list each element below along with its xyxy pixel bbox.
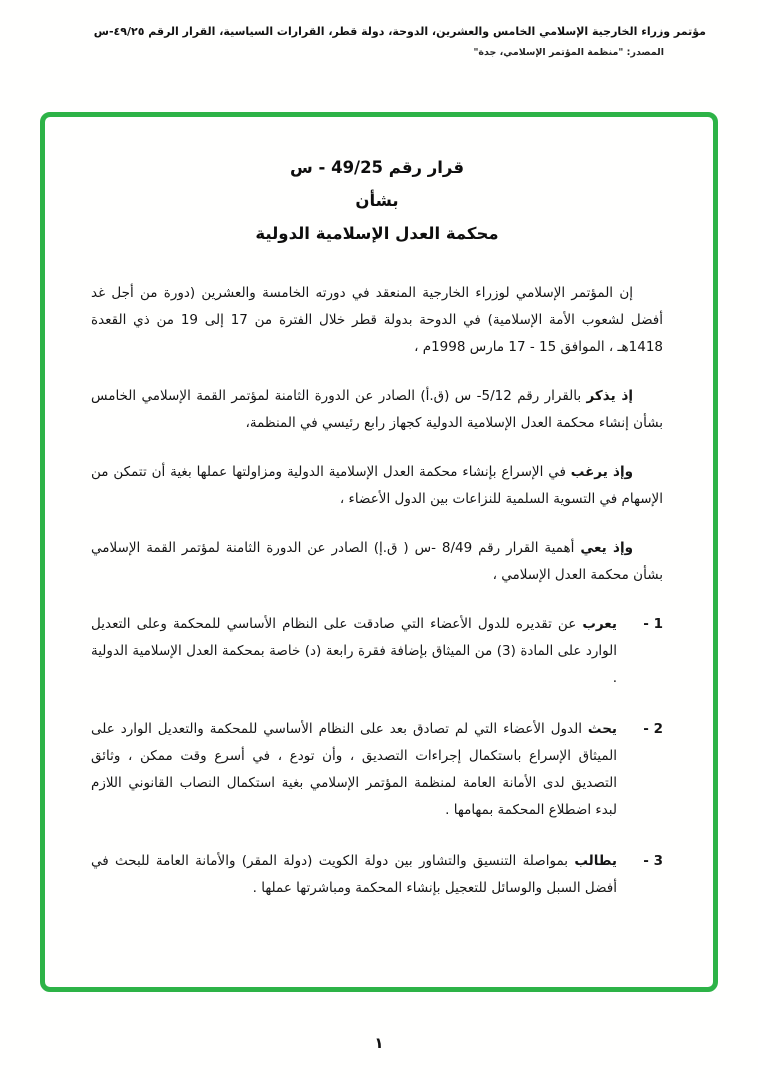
operative-item	[91, 611, 663, 692]
item-number: 2 -	[643, 721, 663, 737]
item-lead-word: يطالب	[574, 853, 617, 869]
preamble-paragraph	[91, 459, 663, 513]
resolution-title-block	[91, 151, 663, 250]
paragraph-body-text: في الإسراع بإنشاء محكمة العدل الإسلامية الدولية ومزاولتها عملها بغية أن تتمكن من الإسهام في التسوية السلمية للنزاعات بين الدول الأعضاء ،	[91, 464, 663, 507]
item-text	[91, 848, 617, 902]
item-body-text: عن تقديره للدول الأعضاء التي صادقت على النظام الأساسي للمحكمة وعلى التعديل الوارد على المادة (3) من الميثاق بإضافة فقرة رابعة (د) خاصة بمحكمة العدل الإسلامية الدولية .	[91, 616, 618, 686]
paragraph-body-text: بالقرار رقم 5/12- س (ق.أ) الصادر عن الدورة الثامنة لمؤتمر القمة الإسلامي الخامس بشأن إنشاء محكمة العدل الإسلامية الدولية كجهاز رابع رئيسي في المنظمة،	[91, 388, 663, 431]
resolution-number-title: قرار رقم 49/25 - س	[289, 158, 464, 177]
item-number: 3 -	[643, 853, 663, 869]
item-text	[91, 716, 617, 824]
paragraph-lead-word: إذ يذكر	[586, 388, 633, 404]
document-header	[70, 24, 706, 58]
resolution-subject-title: محكمة العدل الإسلامية الدولية	[255, 224, 499, 243]
header-publisher-line: المصدر: "منظمة المؤتمر الإسلامي، جدة"	[473, 47, 664, 58]
resolution-regarding-label: بشأن	[355, 191, 399, 210]
paragraph-lead-word: وإذ يرغب	[570, 464, 633, 480]
item-text	[91, 611, 617, 692]
preamble-paragraph	[91, 280, 663, 361]
paragraph-body-text: أهمية القرار رقم 8/49 -س ( ق.إ) الصادر عن الدورة الثامنة لمؤتمر القمة الإسلامي بشأن محكمة العدل الإسلامي ،	[91, 540, 663, 583]
preamble-paragraph	[91, 383, 663, 437]
page-number: ١	[374, 1034, 384, 1052]
item-number: 1 -	[643, 616, 663, 632]
item-lead-word: يعرب	[582, 616, 617, 632]
item-body-text: الدول الأعضاء التي لم تصادق بعد على النظام الأساسي للمحكمة والتعديل الوارد على الميثاق الإسراع باستكمال إجراءات التصديق ، وأن تودع ، في أسرع وقت ممكن ، وثائق التصديق لدى الأمانة العامة لمنظمة المؤتمر الإسلامي بغية استكمال النصاب القانوني اللازم لبدء اضطلاع المحكمة بمهامها .	[91, 721, 617, 818]
resolution-frame	[40, 112, 718, 992]
operative-item	[91, 716, 663, 824]
operative-item	[91, 848, 663, 902]
operative-items-list	[91, 611, 663, 902]
item-body-text: بمواصلة التنسيق والتشاور بين دولة الكويت (دولة المقر) والأمانة العامة للبحث في أفضل السبل والوسائل للتعجيل بإنشاء المحكمة ومباشرتها عملها .	[91, 853, 617, 896]
header-source-line: مؤتمر وزراء الخارجية الإسلامي الخامس والعشرين، الدوحة، دولة قطر، القرارات السياسية، القرار الرقم ٤٩/٢٥-س	[93, 25, 706, 38]
preamble-paragraph	[91, 535, 663, 589]
paragraph-lead-word: وإذ يعي	[580, 540, 633, 556]
item-lead-word: يحث	[587, 721, 617, 737]
paragraph-body-text: إن المؤتمر الإسلامي لوزراء الخارجية المنعقد في دورته الخامسة والعشرين (دورة من أجل غد أفضل لشعوب الأمة الإسلامية) في الدوحة بدولة قطر خلال الفترة من 17 إلى 19 من ذي القعدة 1418هـ ، الموافق 15 - 17 مارس 1998م ،	[91, 285, 663, 355]
